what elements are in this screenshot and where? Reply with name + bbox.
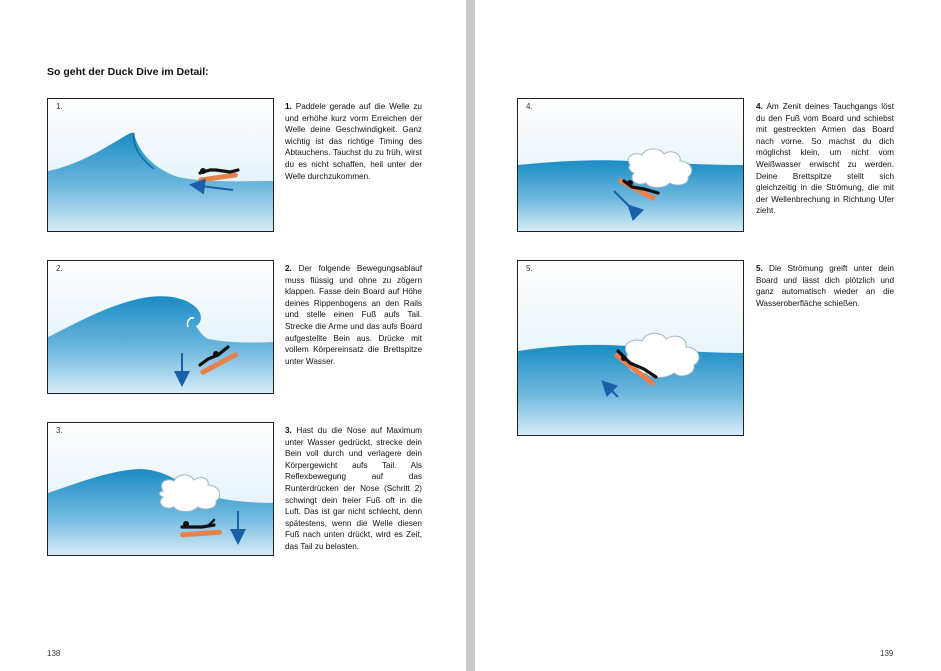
illustration-step-5 [517, 260, 744, 436]
step-2-label: 2. [56, 264, 63, 273]
step-1-label: 1. [56, 102, 63, 111]
wave-scene-3 [48, 423, 273, 555]
step-4-text [756, 101, 894, 217]
step-4-label: 4. [526, 102, 533, 111]
left-page [0, 0, 466, 671]
right-page [475, 0, 941, 671]
step-4-number: 4. [756, 102, 763, 111]
step-1-number: 1. [285, 102, 292, 111]
illustration-step-3 [47, 422, 274, 556]
step-5-description: Die Strömung greift unter dein Board und lässt dich plötzlich und ganz automatisch wieder an die Wasseroberfläche schießen. [756, 264, 894, 308]
step-2-number: 2. [285, 264, 292, 273]
wave-scene-4 [518, 99, 743, 231]
page-number-right: 139 [880, 649, 894, 658]
step-1-text [285, 101, 422, 182]
wave-scene-5 [518, 261, 743, 435]
step-3-number: 3. [285, 426, 292, 435]
step-3-description: Hast du die Nose auf Maximum unter Wasser gedrückt, strecke dein Bein voll durch und verlagere dein Körpergewicht aufs Tail. Als Reflexbewegung auf das Runterdrücken der Nose (Schritt 2) schwingt dein freier Fuß oft in die Luft. Das ist gar nicht schlecht, denn spätestens, wenn die Welle diesen Fuß nach unten drückt, wird es Zeit, das Tail zu belasten. [285, 426, 423, 551]
step-1-description: Paddele gerade auf die Welle zu und erhöhe kurz vorm Erreichen der Welle deine Geschwindigkeit. Ganz wichtig ist das richtige Timing des Abtauchens. Tauchst du zu früh, wirst du es nicht schaffen, heil unter der Welle durchzukommen. [285, 102, 422, 181]
step-5-text [756, 263, 894, 309]
page-heading: So geht der Duck Dive im Detail: [47, 66, 209, 78]
step-5-number: 5. [756, 264, 763, 273]
step-5-label: 5. [526, 264, 533, 273]
illustration-step-2 [47, 260, 274, 394]
step-2-description: Der folgende Bewegungsablauf muss flüssig und ohne zu zögern klappen. Fasse dein Board auf Höhe deines Rippenbogens an den Rails und stelle einen Fuß aufs Tail. Strecke die Arme und das aufs Board aufgestellte Bein aus. Drücke mit vollem Körpereinsatz die Brettspitze unter Wasser. [285, 264, 422, 366]
illustration-step-4 [517, 98, 744, 232]
wave-scene-2 [48, 261, 273, 393]
step-4-description: Am Zenit deines Tauchgangs löst du den Fuß vom Board und schiebst mit gestreckten Armen das Board nach vorne. So machst du dich möglichst klein, um nicht vom Weißwasser erwischt zu werden. Deine Brettspitze stellt sich gleichzeitig in die Strömung, die mit der Wellenbrechung in Richtung Ufer zieht. [756, 102, 894, 216]
page-number-left: 138 [47, 649, 61, 658]
step-3-text [285, 425, 422, 553]
wave-scene-1 [48, 99, 273, 231]
step-3-label: 3. [56, 426, 63, 435]
illustration-step-1 [47, 98, 274, 232]
step-2-text [285, 263, 422, 367]
